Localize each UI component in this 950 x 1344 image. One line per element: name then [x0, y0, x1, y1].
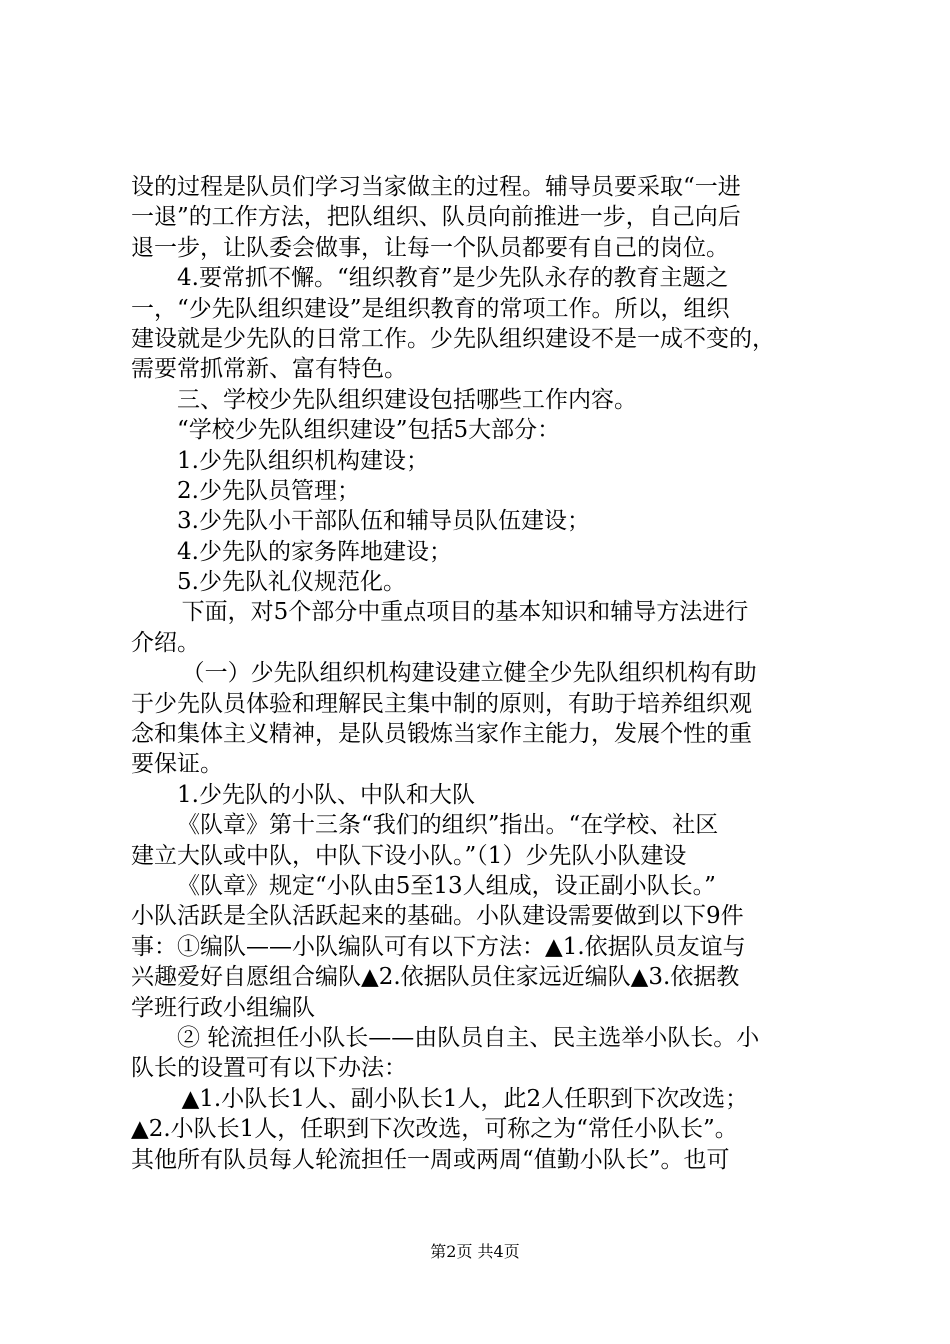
- text-line: 学班行政小组编队: [131, 994, 315, 1021]
- text-line: 《队章》规定“小队由5至13人组成，设正副小队长。”: [177, 872, 716, 899]
- text-line: 4.少先队的家务阵地建设；: [177, 538, 452, 565]
- text-line: ▲1.小队长1人、副小队长1人，此2人任职到下次改选；: [181, 1085, 749, 1112]
- text-line: 退一步，让队委会做事，让每一个队员都要有自己的岗位。: [131, 234, 729, 261]
- text-line: 下面，对5个部分中重点项目的基本知识和辅导方法进行: [181, 599, 749, 626]
- text-line: 兴趣爱好自愿组合编队▲2.依据队员住家远近编队▲3.依据教: [131, 964, 740, 991]
- page-footer: 第2页 共4页: [430, 1242, 520, 1261]
- text-line: 2.少先队员管理；: [177, 477, 360, 504]
- text-line: 5.少先队礼仪规范化。: [177, 569, 406, 596]
- text-line: 《队章》第十三条“我们的组织”指出。“在学校、社区: [177, 812, 719, 839]
- text-line: 设的过程是队员们学习当家做主的过程。辅导员要采取“一进: [131, 174, 741, 200]
- text-line: 一退”的工作方法，把队组织、队员向前推进一步，自己向后: [131, 204, 741, 231]
- text-line: 于少先队员体验和理解民主集中制的原则，有助于培养组织观: [131, 690, 752, 717]
- text-line: 小队活跃是全队活跃起来的基础。小队建设需要做到以下9件: [131, 903, 744, 930]
- text-line: 介绍。: [131, 629, 200, 656]
- text-line: 4.要常抓不懈。“组织教育”是少先队永存的教育主题之: [177, 265, 729, 292]
- text-line: 一，“少先队组织建设”是组织教育的常项工作。所以，组织: [131, 295, 730, 322]
- text-line: 需要常抓常新、富有特色。: [131, 356, 407, 383]
- text-line: ② 轮流担任小队长——由队员自主、民主选举小队长。小: [177, 1024, 760, 1051]
- text-line: 建立大队或中队，中队下设小队。”（1）少先队小队建设: [131, 842, 687, 869]
- text-line: 1.少先队的小队、中队和大队: [177, 781, 475, 808]
- text-line: （一）少先队组织机构建设建立健全少先队组织机构有助: [181, 660, 757, 687]
- text-line: ▲2.小队长1人，任职到下次改选，可称之为“常任小队长”。: [131, 1116, 738, 1143]
- text-line: 3.少先队小干部队伍和辅导员队伍建设；: [177, 508, 590, 535]
- text-line: 其他所有队员每人轮流担任一周或两周“值勤小队长”。也可: [131, 1146, 730, 1173]
- text-line: 念和集体主义精神，是队员锻炼当家作主能力，发展个性的重: [131, 721, 752, 748]
- text-line: “学校少先队组织建设”包括5大部分：: [177, 417, 561, 444]
- text-line: 建设就是少先队的日常工作。少先队组织建设不是一成不变的，: [131, 325, 775, 352]
- text-line: 事：①编队——小队编队可有以下方法：▲1.依据队员友谊与: [131, 933, 746, 960]
- text-line: 要保证。: [131, 751, 223, 778]
- text-line: 1.少先队组织机构建设；: [177, 447, 429, 474]
- text-line: 三、学校少先队组织建设包括哪些工作内容。: [177, 386, 637, 413]
- document-body: [131, 172, 831, 1175]
- text-line: 队长的设置可有以下办法：: [131, 1055, 407, 1082]
